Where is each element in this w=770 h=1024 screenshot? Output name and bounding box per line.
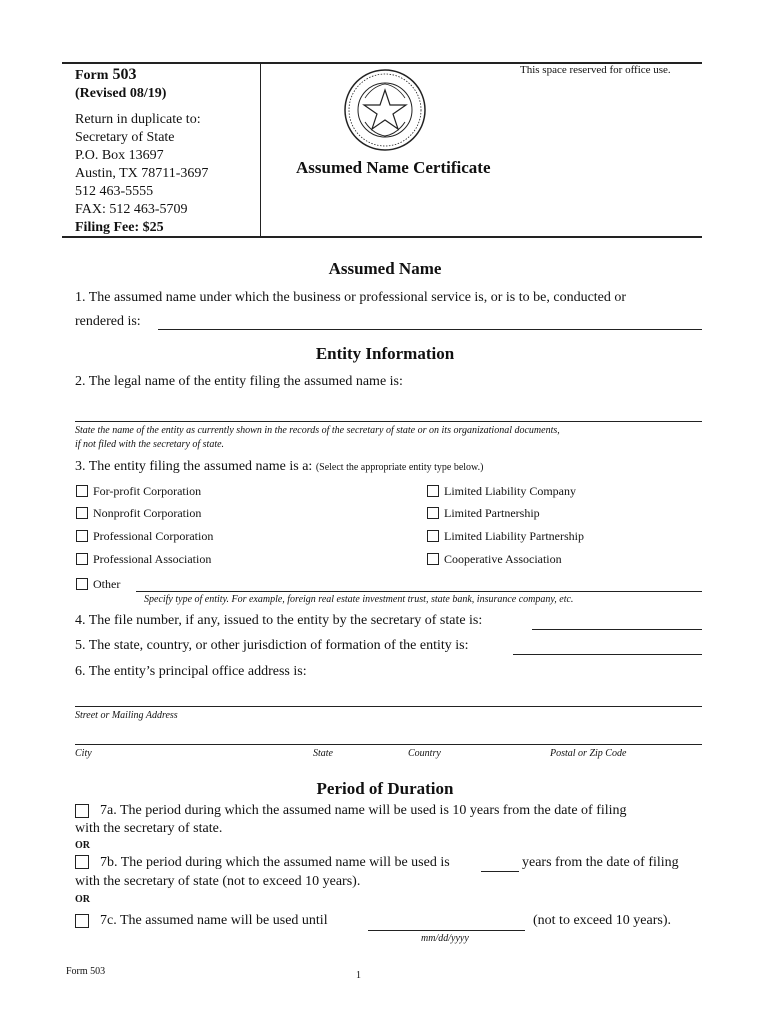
option-7b-text-cont: with the secretary of state (not to exceed 10 years). <box>75 874 361 889</box>
checkbox-nonprofit-corporation[interactable] <box>76 507 88 519</box>
question-1-text-cont: rendered is: <box>75 314 141 329</box>
entity-type-label: Limited Partnership <box>444 506 540 520</box>
checkbox-for-profit-corporation[interactable] <box>76 485 88 497</box>
end-date-field[interactable] <box>368 930 525 931</box>
file-number-field[interactable] <box>532 629 702 630</box>
city-label: City <box>75 748 92 759</box>
filing-fee: Filing Fee: $25 <box>75 220 164 235</box>
return-line: Secretary of State <box>75 130 175 145</box>
other-entity-type-field[interactable] <box>136 591 702 592</box>
jurisdiction-field[interactable] <box>513 654 702 655</box>
option-7c-text-b: (not to exceed 10 years). <box>533 913 671 928</box>
or-separator: OR <box>75 840 90 851</box>
entity-type-label: Professional Association <box>93 552 212 566</box>
checkbox-other[interactable] <box>76 578 88 590</box>
entity-type-label: Limited Liability Company <box>444 484 576 498</box>
checkbox-professional-corporation[interactable] <box>76 530 88 542</box>
country-label: Country <box>408 748 441 759</box>
entity-information-heading: Entity Information <box>315 344 455 363</box>
checkbox-limited-partnership[interactable] <box>427 507 439 519</box>
option-7c-text: 7c. The assumed name will be used until <box>100 913 328 928</box>
street-address-label: Street or Mailing Address <box>75 710 178 721</box>
entity-type-label: Nonprofit Corporation <box>93 506 202 520</box>
footer-form-label: Form 503 <box>66 966 106 977</box>
checkbox-7c[interactable] <box>75 914 89 928</box>
postal-code-label: Postal or Zip Code <box>550 748 627 759</box>
texas-state-seal-icon <box>343 68 427 152</box>
question-5-text: 5. The state, country, or other jurisdiction of formation of the entity is: <box>75 638 469 653</box>
checkbox-7b[interactable] <box>75 855 89 869</box>
years-field[interactable] <box>481 871 519 872</box>
date-format-hint: mm/dd/yyyy <box>421 933 469 944</box>
entity-type-label: Professional Corporation <box>93 529 214 543</box>
question-6-text: 6. The entity’s principal office address is: <box>75 664 307 679</box>
checkbox-professional-association[interactable] <box>76 553 88 565</box>
return-line: 512 463-5555 <box>75 184 154 199</box>
question-3-text: 3. The entity filing the assumed name is a: (Select the appropriate entity type below.) <box>75 459 484 474</box>
header-left-column <box>75 66 208 237</box>
period-of-duration-heading: Period of Duration <box>316 779 454 798</box>
option-7b-text-b: years from the date of filing <box>522 855 679 870</box>
entity-type-label: For-profit Corporation <box>93 484 202 498</box>
return-line: FAX: 512 463-5709 <box>75 202 188 217</box>
checkbox-limited-liability-company[interactable] <box>427 485 439 497</box>
assumed-name-field[interactable] <box>158 329 702 330</box>
assumed-name-heading: Assumed Name <box>328 259 442 278</box>
entity-type-label: Cooperative Association <box>444 552 562 566</box>
option-7a-text-cont: with the secretary of state. <box>75 821 223 836</box>
entity-name-note-cont: if not filed with the secretary of state. <box>75 439 225 450</box>
question-1-text: 1. The assumed name under which the business or professional service is, or is to be, conducted or <box>75 290 627 305</box>
page-number: 1 <box>356 970 361 981</box>
certificate-title: Assumed Name Certificate <box>296 158 491 177</box>
question-2-text: 2. The legal name of the entity filing the assumed name is: <box>75 374 403 389</box>
option-7a-text: 7a. The period during which the assumed name will be used is 10 years from the date of filing <box>100 803 627 818</box>
checkbox-limited-liability-partnership[interactable] <box>427 530 439 542</box>
return-line: P.O. Box 13697 <box>75 148 164 163</box>
or-separator: OR <box>75 894 90 905</box>
option-7b-text: 7b. The period during which the assumed name will be used is <box>100 855 450 870</box>
office-use-note: This space reserved for office use. <box>520 64 671 76</box>
other-label: Other <box>93 577 121 591</box>
form-number: Form 503 <box>75 66 137 83</box>
entity-name-note: State the name of the entity as currently shown in the records of the secretary of state or on its organizational documents, <box>75 425 560 436</box>
checkbox-cooperative-association[interactable] <box>427 553 439 565</box>
city-state-zip-field[interactable] <box>75 744 702 745</box>
other-entity-type-note: Specify type of entity. For example, foreign real estate investment trust, state bank, insurance company, etc. <box>144 594 574 605</box>
question-4-text: 4. The file number, if any, issued to the entity by the secretary of state is: <box>75 613 483 628</box>
revised-date: (Revised 08/19) <box>75 86 167 101</box>
checkbox-7a[interactable] <box>75 804 89 818</box>
state-label: State <box>313 748 333 759</box>
street-address-field[interactable] <box>75 706 702 707</box>
header-divider <box>260 62 261 236</box>
entity-legal-name-field[interactable] <box>75 421 702 422</box>
entity-type-label: Limited Liability Partnership <box>444 529 584 543</box>
return-line: Austin, TX 78711-3697 <box>75 166 209 181</box>
return-line: Return in duplicate to: <box>75 112 201 127</box>
